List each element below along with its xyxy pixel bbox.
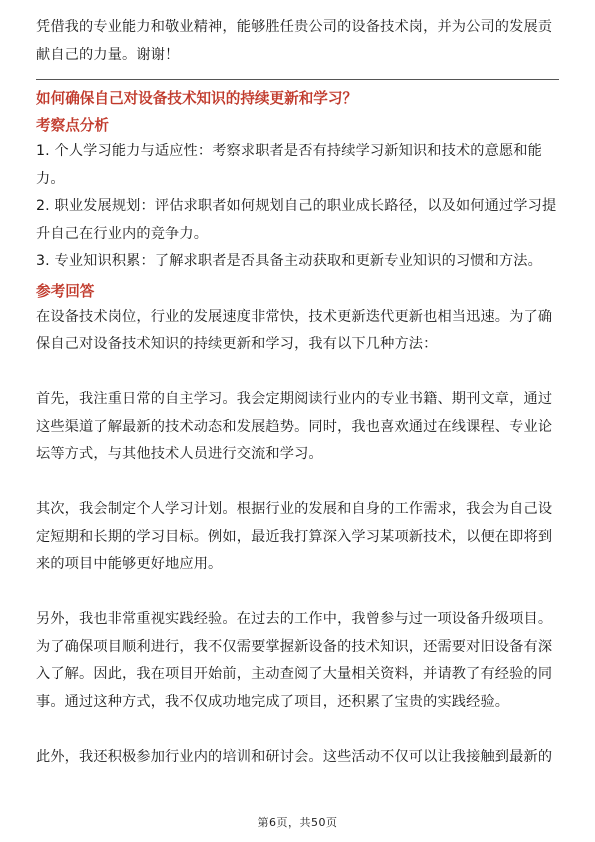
document-page [36, 14, 559, 771]
section-divider [36, 79, 559, 80]
answer-paragraph: 其次，我会制定个人学习计划。根据行业的发展和自身的工作需求，我会为自己设定短期和长期的学习目标。例如，最近我打算深入学习某项新技术，以便在即将到来的项目中能够更好地应用。 [36, 501, 553, 572]
question-title: 如何确保自己对设备技术知识的持续更新和学习？ [36, 90, 358, 107]
paragraph-spacer [36, 579, 559, 607]
intro-paragraph: 凭借我的专业能力和敬业精神，能够胜任贵公司的设备技术岗，并为公司的发展贡献自己的力量。谢谢！ [36, 19, 553, 63]
answer-paragraph: 在设备技术岗位，行业的发展速度非常快，技术更新迭代更新也相当迅速。为了确保自己对设备技术知识的持续更新和学习，我有以下几种方法： [36, 308, 553, 352]
paragraph-spacer [36, 359, 559, 387]
analysis-point: 1. 个人学习能力与适应性：考察求职者是否有持续学习新知识和技术的意愿和能力。 [36, 143, 542, 187]
page-number-footer: 第6页，共50页 [257, 816, 338, 829]
paragraph-spacer [36, 716, 559, 744]
analysis-point: 2. 职业发展规划：评估求职者如何规划自己的职业成长路径，以及如何通过学习提升自己在行业内的竞争力。 [36, 198, 557, 242]
answer-heading: 参考回答 [36, 282, 95, 300]
analysis-point: 3. 专业知识积累：了解求职者是否具备主动获取和更新专业知识的习惯和方法。 [36, 253, 542, 269]
paragraph-spacer [36, 469, 559, 497]
answer-paragraph: 首先，我注重日常的自主学习。我会定期阅读行业内的专业书籍、期刊文章，通过这些渠道了解最新的技术动态和发展趋势。同时，我也喜欢通过在线课程、专业论坛等方式，与其他技术人员进行交流和学习。 [36, 391, 553, 462]
analysis-heading: 考察点分析 [36, 117, 109, 134]
answer-paragraph: 另外，我也非常重视实践经验。在过去的工作中，我曾参与过一项设备升级项目。为了确保项目顺利进行，我不仅需要掌握新设备的技术知识，还需要对旧设备有深入了解。因此，我在项目开始前，主动查阅了大量相关资料，并请教了有经验的同事。通过这种方式，我不仅成功地完成了项目，还积累了宝贵的实践经验。 [36, 611, 553, 710]
answer-paragraph: 此外，我还积极参加行业内的培训和研讨会。这些活动不仅可以让我接触到最新的 [36, 748, 553, 765]
